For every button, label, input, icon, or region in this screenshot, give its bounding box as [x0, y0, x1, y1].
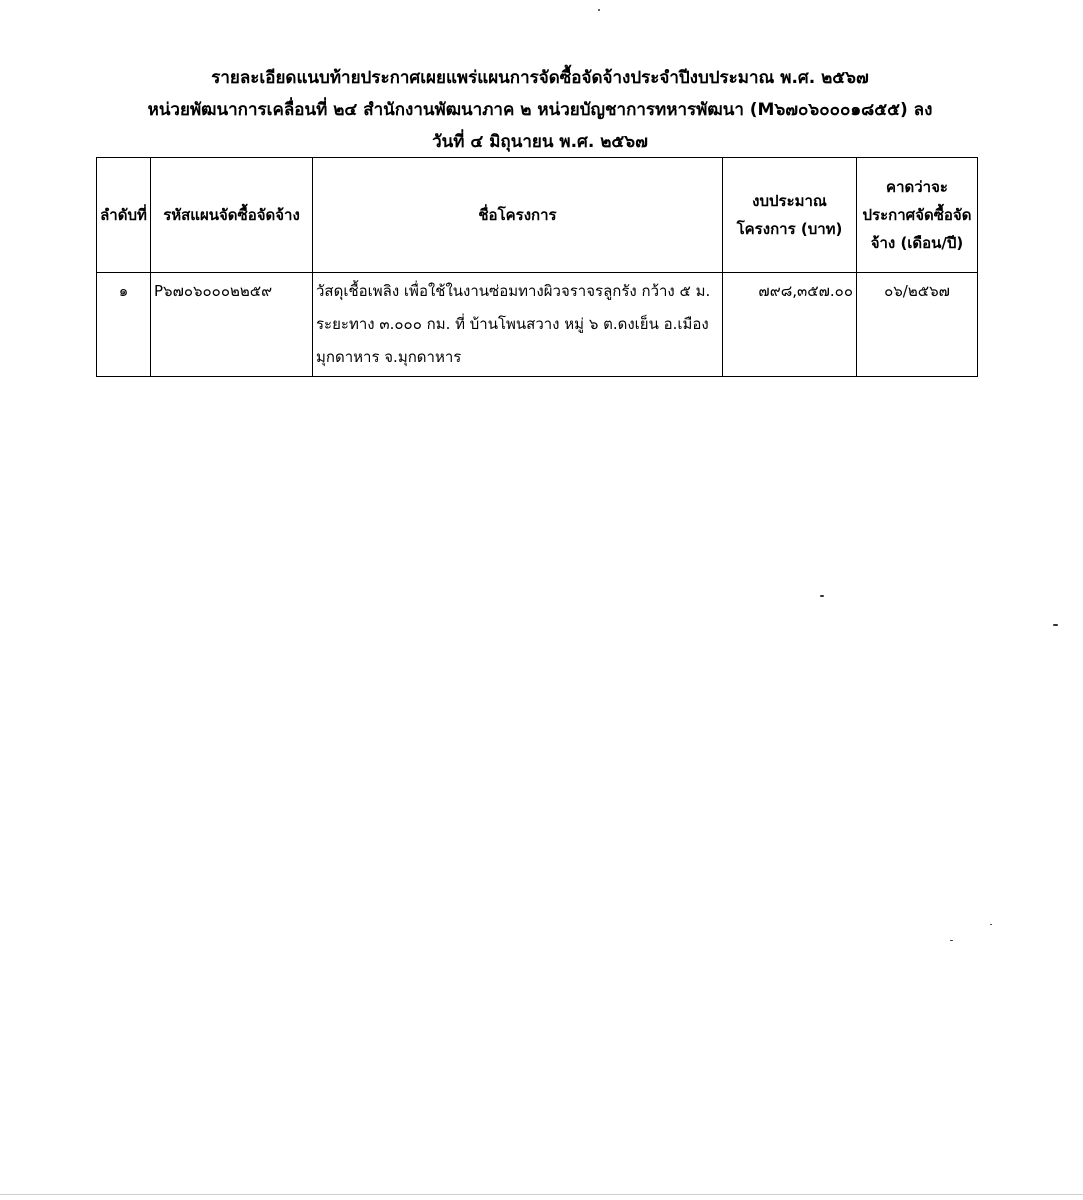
scan-speck — [820, 595, 824, 597]
cell-expected-month: ๐๖/๒๕๖๗ — [857, 273, 978, 377]
cell-plan-code: P๖๗๐๖๐๐๐๒๒๕๙ — [151, 273, 313, 377]
header-line-1: รายละเอียดแนบท้ายประกาศเผยแพร่แผนการจัดซื้อจัดจ้างประจำปีงบประมาณ พ.ศ. ๒๕๖๗ — [211, 68, 869, 88]
procurement-plan-table — [96, 157, 978, 377]
table-header-row — [97, 158, 978, 273]
header-line-2: หน่วยพัฒนาการเคลื่อนที่ ๒๔ สำนักงานพัฒนาภาค ๒ หน่วยบัญชาการทหารพัฒนา (M๖๗๐๖๐๐๐๑๘๕๕) ลง — [147, 100, 933, 120]
cell-budget: ๗๙๘,๓๕๗.๐๐ — [723, 273, 857, 377]
scan-speck — [990, 924, 992, 925]
document-header — [60, 62, 1020, 158]
scan-speck — [950, 940, 953, 941]
scan-speck — [598, 9, 600, 11]
col-header-seq: ลำดับที่ — [97, 158, 151, 273]
scan-bottom-edge — [0, 1194, 1083, 1195]
cell-project-name: วัสดุเชื้อเพลิง เพื่อใช้ในงานซ่อมทางผิวจราจรลูกรัง กว้าง ๕ ม. ระยะทาง ๓.๐๐๐ กม. ที่ บ้านโพนสวาง หมู่ ๖ ต.ดงเย็น อ.เมืองมุกดาหาร จ.มุกดาหาร — [313, 273, 723, 377]
header-line-3: วันที่ ๔ มิถุนายน พ.ศ. ๒๕๖๗ — [432, 132, 648, 152]
col-header-budget: งบประมาณโครงการ (บาท) — [723, 158, 857, 273]
table-row — [97, 273, 978, 377]
col-header-name: ชื่อโครงการ — [313, 158, 723, 273]
col-header-code: รหัสแผนจัดซื้อจัดจ้าง — [151, 158, 313, 273]
scan-speck — [1053, 624, 1058, 626]
col-header-month: คาดว่าจะประกาศจัดซื้อจัดจ้าง (เดือน/ปี) — [857, 158, 978, 273]
cell-seq: ๑ — [97, 273, 151, 377]
